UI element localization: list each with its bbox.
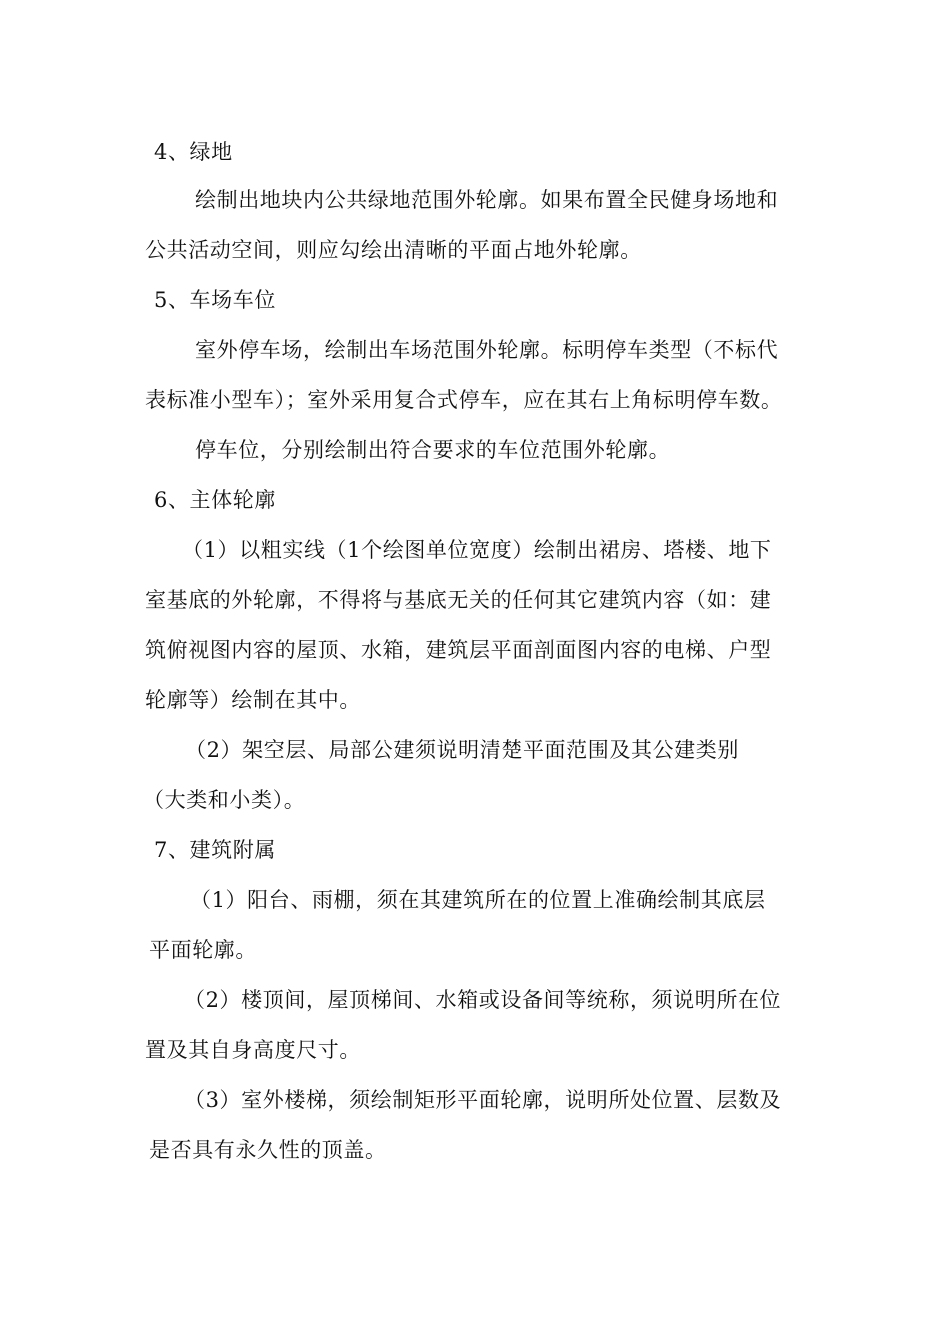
- paragraph-line: （2）架空层、局部公建须说明清楚平面范围及其公建类别: [185, 738, 739, 762]
- heading-building-attachments: 7、建筑附属: [154, 838, 276, 862]
- paragraph-line: 平面轮廓。: [149, 938, 257, 962]
- paragraph-line: 室基底的外轮廓，不得将与基底无关的任何其它建筑内容（如：建: [145, 588, 772, 612]
- paragraph-line: 表标准小型车）；室外采用复合式停车，应在其右上角标明停车数。: [145, 388, 783, 412]
- paragraph-line: 室外停车场，绘制出车场范围外轮廓。标明停车类型（不标代: [195, 338, 779, 362]
- paragraph-line: 筑俯视图内容的屋顶、水箱，建筑层平面剖面图内容的电梯、户型: [145, 638, 772, 662]
- paragraph-line: （1）阳台、雨棚，须在其建筑所在的位置上准确绘制其底层: [190, 888, 766, 912]
- paragraph-line: 轮廓等）绘制在其中。: [145, 688, 361, 712]
- heading-parking: 5、车场车位: [154, 288, 276, 312]
- paragraph-line: 绘制出地块内公共绿地范围外轮廓。如果布置全民健身场地和: [195, 188, 779, 212]
- paragraph-line: 停车位，分别绘制出符合要求的车位范围外轮廓。: [195, 438, 671, 462]
- paragraph-line: （3）室外楼梯，须绘制矩形平面轮廓，说明所处位置、层数及: [184, 1088, 782, 1112]
- paragraph-line: （2）楼顶间，屋顶梯间、水箱或设备间等统称，须说明所在位: [184, 988, 782, 1012]
- paragraph-line: （1）以粗实线（1个绘图单位宽度）绘制出裙房、塔楼、地下: [182, 538, 772, 562]
- paragraph-line: 置及其自身高度尺寸。: [145, 1038, 361, 1062]
- paragraph-line: 是否具有永久性的顶盖。: [149, 1138, 387, 1162]
- heading-green-space: 4、绿地: [154, 140, 233, 164]
- paragraph-line: （大类和小类）。: [143, 788, 306, 812]
- heading-main-outline: 6、主体轮廓: [154, 488, 276, 512]
- paragraph-line: 公共活动空间，则应勾绘出清晰的平面占地外轮廓。: [145, 238, 642, 262]
